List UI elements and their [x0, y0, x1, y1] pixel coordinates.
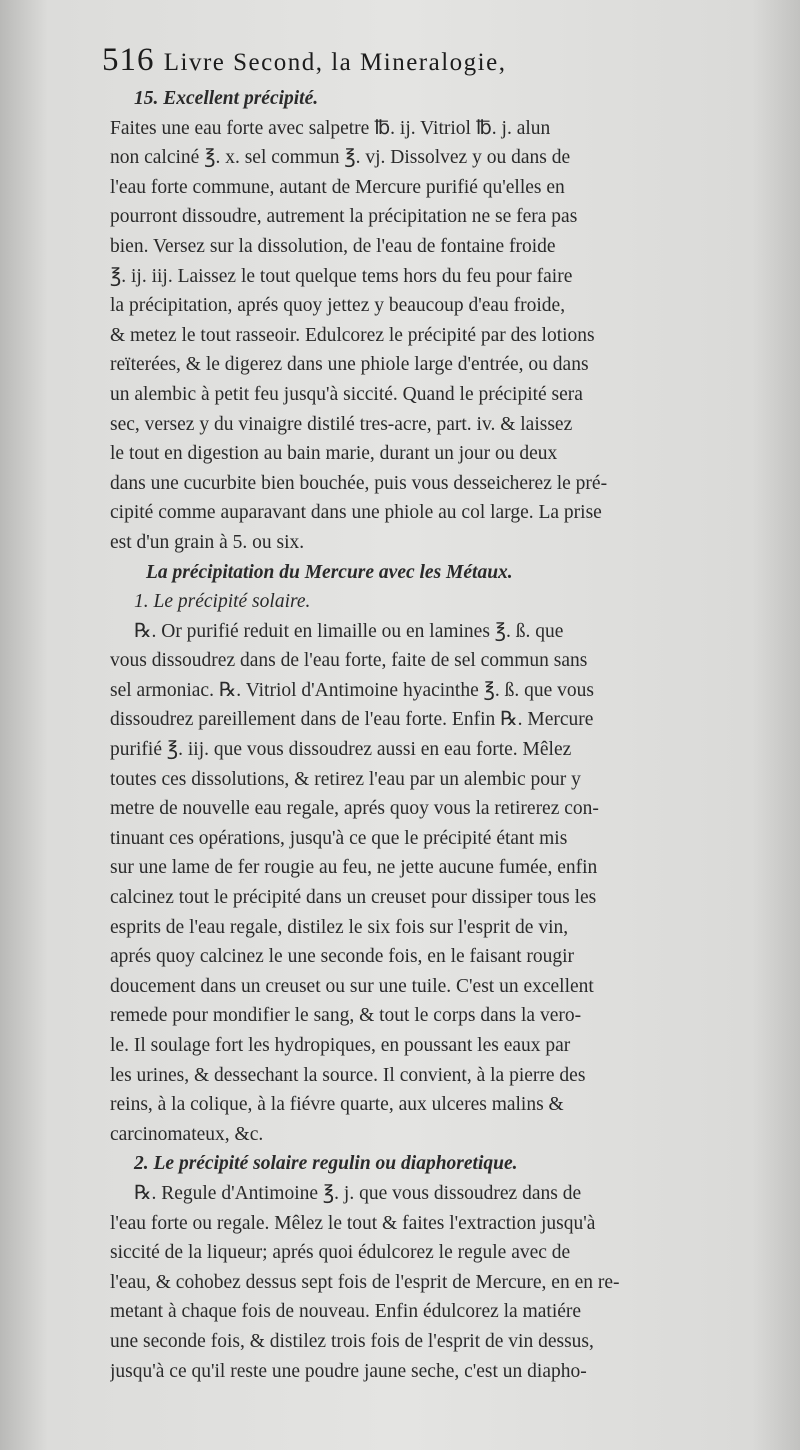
text-line: dans une cucurbite bien bouchée, puis vous desseicherez le pré- — [110, 472, 608, 494]
text-line: remede pour mondifier le sang, & tout le corps dans la vero- — [110, 1005, 582, 1027]
text-line: siccité de la liqueur; aprés quoi édulcorez le regule avec de — [110, 1242, 571, 1264]
text-line: l'eau forte commune, autant de Mercure purifié qu'elles en — [110, 176, 565, 198]
text-line: est d'un grain à 5. ou six. — [110, 531, 305, 553]
text-line: non calciné ℥. x. sel commun ℥. vj. Dissolvez y ou dans de — [110, 147, 571, 169]
text-line: reins, à la colique, à la fiévre quarte, aux ulceres malins & — [110, 1094, 564, 1116]
running-head — [102, 42, 782, 79]
text-line: Faites une eau forte avec salpetre ℔. ij. Vitriol ℔. j. alun — [110, 117, 551, 139]
text-line: calcinez tout le précipité dans un creuset pour dissiper tous les — [110, 887, 597, 909]
running-title-part2: la Mineralogie — [331, 49, 499, 76]
text-line: ℞. Or purifié reduit en limaille ou en lamines ℥. ß. que — [134, 620, 564, 642]
text-line: le tout en digestion au bain marie, durant un jour ou deux — [110, 443, 558, 465]
text-line: cipité comme auparavant dans une phiole au col large. La prise — [110, 502, 602, 524]
text-line: 15. Excellent précipité. — [134, 88, 319, 109]
text-line: toutes ces dissolutions, & retirez l'eau par un alembic pour y — [110, 768, 581, 790]
text-line: purifié ℥. iij. que vous dissoudrez aussi en eau forte. Mêlez — [110, 739, 572, 761]
running-title-sep2: , — [498, 49, 507, 76]
text-line: sur une lame de fer rougie au feu, ne jette aucune fumée, enfin — [110, 857, 598, 879]
text-line: l'eau forte ou regale. Mêlez le tout & faites l'extraction jusqu'à — [110, 1212, 596, 1234]
text-line: dissoudrez pareillement dans de l'eau forte. Enfin ℞. Mercure — [110, 709, 594, 731]
text-line: ℞. Regule d'Antimoine ℥. j. que vous dissoudrez dans de — [134, 1182, 582, 1204]
text-line: La précipitation du Mercure avec les Métaux. — [146, 561, 513, 583]
text-line: doucement dans un creuset ou sur une tuile. C'est un excellent — [110, 975, 594, 997]
text-line: bien. Versez sur la dissolution, de l'eau de fontaine froide — [110, 235, 556, 257]
text-line: un alembic à petit feu jusqu'à siccité. Quand le précipité sera — [110, 383, 583, 405]
page-number: 516 — [102, 42, 155, 78]
text-line: reïterées, & le digerez dans une phiole large d'entrée, ou dans — [110, 354, 589, 376]
text-line: 1. Le précipité solaire. — [134, 591, 311, 613]
text-line: les urines, & dessechant la source. Il convient, à la pierre des — [110, 1064, 586, 1086]
text-line: metre de nouvelle eau regale, aprés quoy vous la retirerez con- — [110, 798, 599, 820]
text-line: l'eau, & cohobez dessus sept fois de l'esprit de Mercure, en en re- — [110, 1271, 620, 1293]
text-line: aprés quoy calcinez le une seconde fois, en le faisant rougir — [110, 946, 575, 968]
text-line: sel armoniac. ℞. Vitriol d'Antimoine hyacinthe ℥. ß. que vous — [110, 679, 595, 701]
text-line: la précipitation, aprés quoy jettez y beaucoup d'eau froide, — [110, 295, 566, 317]
text-line: vous dissoudrez dans de l'eau forte, faite de sel commun sans — [110, 650, 588, 672]
text-line: pourront dissoudre, autrement la précipitation ne se fera pas — [110, 206, 578, 228]
text-line: ℥. ij. iij. Laissez le tout quelque tems hors du feu pour faire — [110, 265, 573, 287]
text-line: esprits de l'eau regale, distilez le six fois sur l'esprit de vin, — [110, 916, 569, 938]
text-line: le. Il soulage fort les hydropiques, en poussant les eaux par — [110, 1035, 571, 1056]
text-line: une seconde fois, & distilez trois fois de l'esprit de vin dessus, — [110, 1330, 594, 1352]
text-line: jusqu'à ce qu'il reste une poudre jaune seche, c'est un diapho- — [110, 1360, 587, 1382]
text-line: sec, versez y du vinaigre distilé tres-acre, part. iv. & laissez — [110, 413, 573, 435]
running-title-sep1: , — [315, 49, 332, 76]
text-line: metant à chaque fois de nouveau. Enfin édulcorez la matiére — [110, 1301, 582, 1323]
text-line: carcinomateux, &c. — [110, 1123, 264, 1145]
text-line: tinuant ces opérations, jusqu'à ce que le précipité étant mis — [110, 827, 568, 849]
body-text — [110, 84, 790, 1386]
running-title-part1: Livre Second — [163, 49, 316, 76]
text-line: 2. Le précipité solaire regulin ou diaphoretique. — [134, 1153, 518, 1175]
text-line: & metez le tout rasseoir. Edulcorez le précipité par des lotions — [110, 324, 595, 346]
